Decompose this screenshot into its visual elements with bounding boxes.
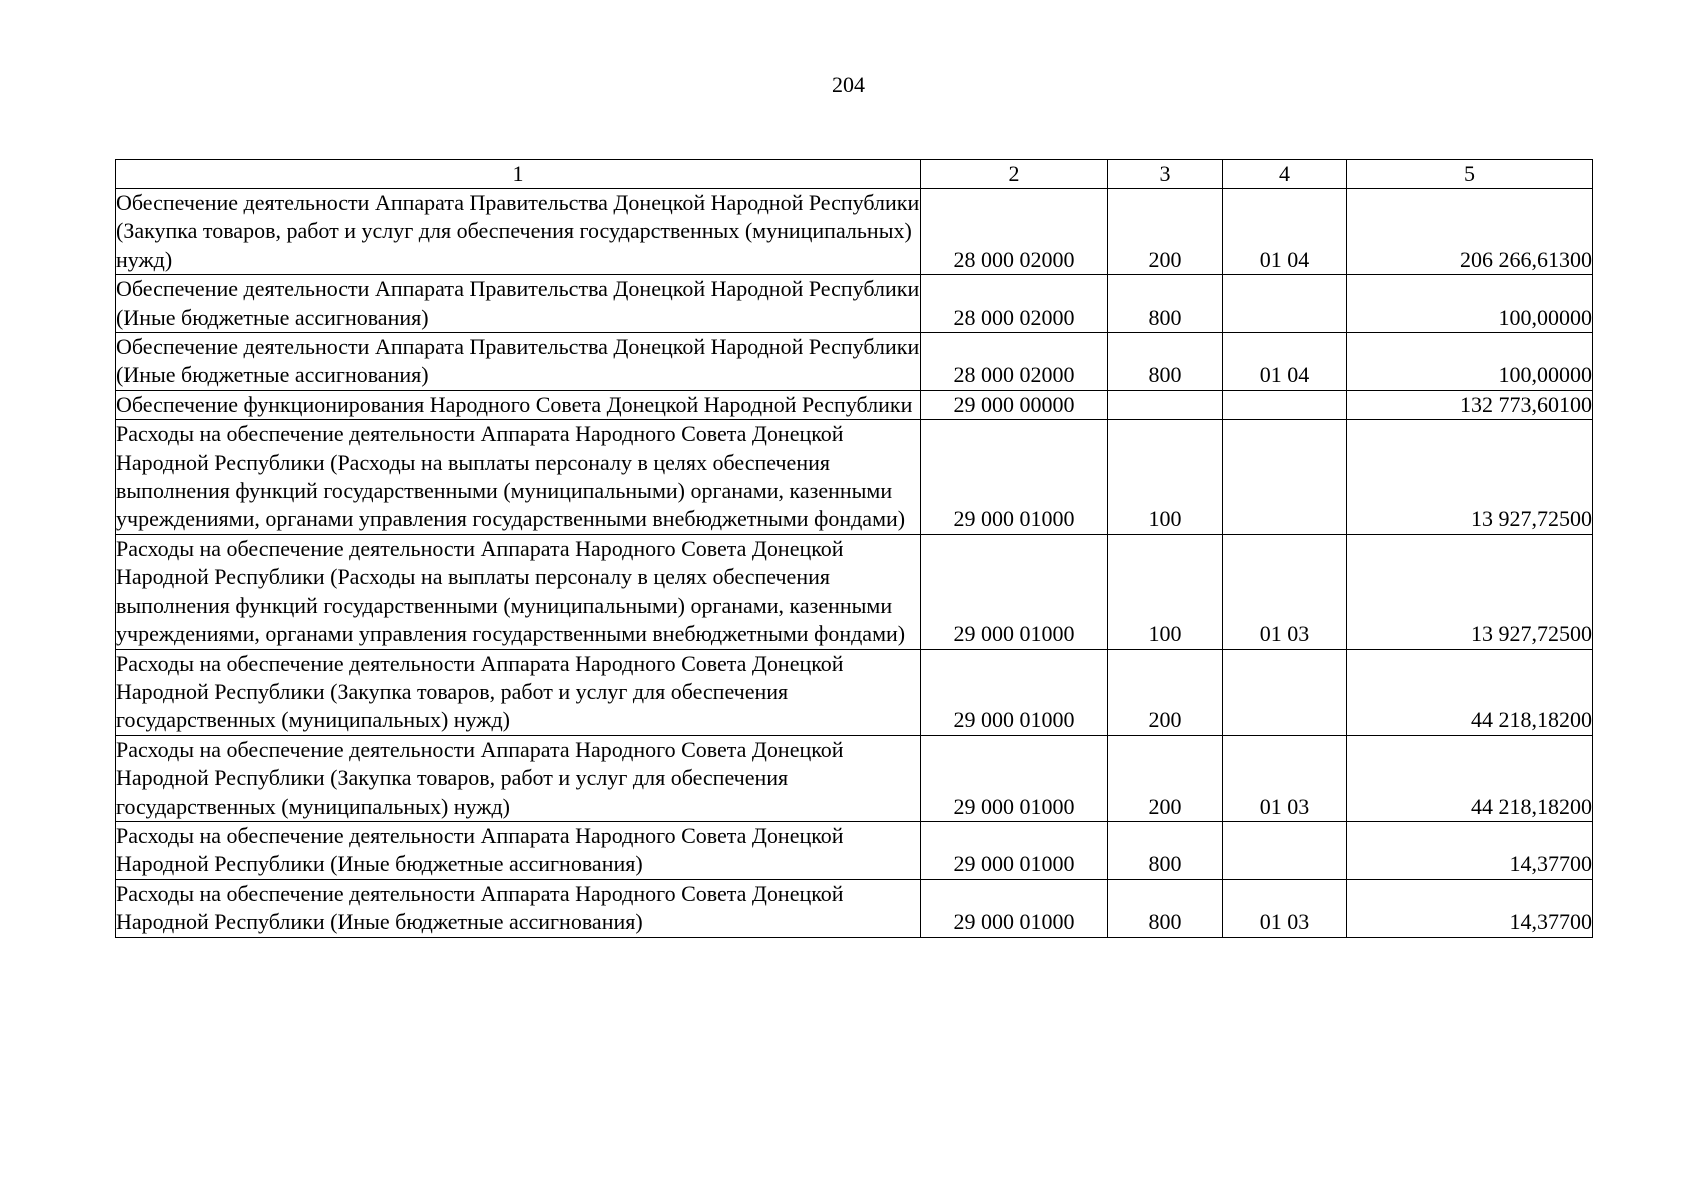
row-type: 200 — [1108, 189, 1223, 275]
row-section — [1223, 420, 1347, 535]
row-section — [1223, 275, 1347, 333]
row-type: 100 — [1108, 534, 1223, 649]
row-code: 29 000 01000 — [921, 879, 1108, 937]
table-row — [116, 534, 1593, 649]
row-amount: 44 218,18200 — [1347, 735, 1593, 821]
table-row — [116, 333, 1593, 391]
row-type: 800 — [1108, 275, 1223, 333]
row-type: 800 — [1108, 879, 1223, 937]
row-section — [1223, 821, 1347, 879]
row-type: 200 — [1108, 649, 1223, 735]
row-section: 01 04 — [1223, 189, 1347, 275]
header-cell-2: 2 — [921, 160, 1108, 189]
table-row — [116, 390, 1593, 419]
table-row — [116, 821, 1593, 879]
row-section: 01 03 — [1223, 879, 1347, 937]
header-row — [116, 160, 1593, 189]
table-row — [116, 879, 1593, 937]
row-code: 28 000 02000 — [921, 189, 1108, 275]
row-amount: 13 927,72500 — [1347, 420, 1593, 535]
row-amount: 14,37700 — [1347, 879, 1593, 937]
row-name: Расходы на обеспечение деятельности Аппарата Народного Совета Донецкой Народной Республики (Закупка товаров, работ и услуг для обеспечения государственных (муниципальных) нужд) — [116, 649, 921, 735]
table-row — [116, 420, 1593, 535]
row-type — [1108, 390, 1223, 419]
row-amount: 13 927,72500 — [1347, 534, 1593, 649]
row-section: 01 04 — [1223, 333, 1347, 391]
row-type: 800 — [1108, 821, 1223, 879]
row-name: Обеспечение функционирования Народного Совета Донецкой Народной Республики — [116, 390, 921, 419]
row-name: Обеспечение деятельности Аппарата Правительства Донецкой Народной Республики (Иные бюджетные ассигнования) — [116, 333, 921, 391]
header-cell-5: 5 — [1347, 160, 1593, 189]
row-type: 800 — [1108, 333, 1223, 391]
row-code: 29 000 01000 — [921, 735, 1108, 821]
row-section: 01 03 — [1223, 534, 1347, 649]
page-number: 204 — [832, 72, 865, 97]
row-amount: 100,00000 — [1347, 275, 1593, 333]
row-code: 29 000 01000 — [921, 534, 1108, 649]
row-name: Расходы на обеспечение деятельности Аппарата Народного Совета Донецкой Народной Республики (Иные бюджетные ассигнования) — [116, 879, 921, 937]
row-code: 29 000 01000 — [921, 420, 1108, 535]
row-code: 28 000 02000 — [921, 275, 1108, 333]
row-section: 01 03 — [1223, 735, 1347, 821]
header-cell-3: 3 — [1108, 160, 1223, 189]
row-name: Обеспечение деятельности Аппарата Правительства Донецкой Народной Республики (Иные бюджетные ассигнования) — [116, 275, 921, 333]
row-code: 29 000 01000 — [921, 821, 1108, 879]
row-code: 29 000 00000 — [921, 390, 1108, 419]
row-section — [1223, 390, 1347, 419]
row-section — [1223, 649, 1347, 735]
row-name: Расходы на обеспечение деятельности Аппарата Народного Совета Донецкой Народной Республики (Закупка товаров, работ и услуг для обеспечения государственных (муниципальных) нужд) — [116, 735, 921, 821]
row-amount: 132 773,60100 — [1347, 390, 1593, 419]
row-amount: 14,37700 — [1347, 821, 1593, 879]
table-row — [116, 735, 1593, 821]
row-amount: 44 218,18200 — [1347, 649, 1593, 735]
budget-table — [115, 159, 1593, 938]
table-row — [116, 275, 1593, 333]
row-code: 28 000 02000 — [921, 333, 1108, 391]
row-amount: 100,00000 — [1347, 333, 1593, 391]
header-cell-1: 1 — [116, 160, 921, 189]
header-cell-4: 4 — [1223, 160, 1347, 189]
row-type: 200 — [1108, 735, 1223, 821]
row-name: Расходы на обеспечение деятельности Аппарата Народного Совета Донецкой Народной Республики (Расходы на выплаты персоналу в целях обеспечения выполнения функций государственными (муниципальными) органами, казенными учреждениями, органами управления государственными внебюджетными фондами) — [116, 420, 921, 535]
row-type: 100 — [1108, 420, 1223, 535]
row-name: Расходы на обеспечение деятельности Аппарата Народного Совета Донецкой Народной Республики (Иные бюджетные ассигнования) — [116, 821, 921, 879]
row-name: Обеспечение деятельности Аппарата Правительства Донецкой Народной Республики (Закупка товаров, работ и услуг для обеспечения государственных (муниципальных) нужд) — [116, 189, 921, 275]
table-row — [116, 189, 1593, 275]
table-row — [116, 649, 1593, 735]
row-name: Расходы на обеспечение деятельности Аппарата Народного Совета Донецкой Народной Республики (Расходы на выплаты персоналу в целях обеспечения выполнения функций государственными (муниципальными) органами, казенными учреждениями, органами управления государственными внебюджетными фондами) — [116, 534, 921, 649]
row-amount: 206 266,61300 — [1347, 189, 1593, 275]
row-code: 29 000 01000 — [921, 649, 1108, 735]
